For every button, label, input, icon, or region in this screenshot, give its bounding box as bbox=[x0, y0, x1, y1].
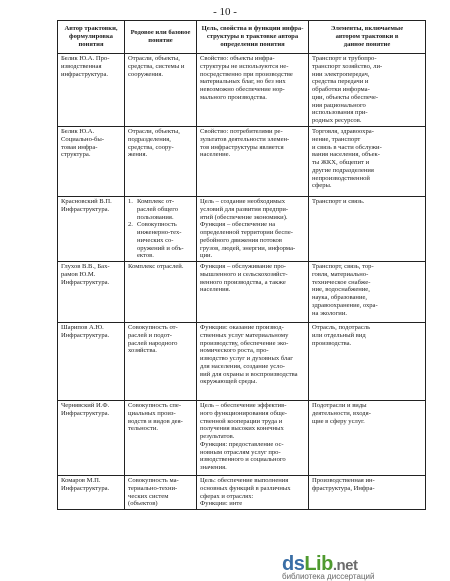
cell-purpose: Функции: оказание производ- ственных услуг материальному производству, обеспечение эко- номического роста, про- изводство услуг и духовных благ для населения, создание усло- вий для охраны и воспроизводства окружающей среды. bbox=[197, 323, 309, 401]
cell-author: Белик Ю.А. Про- изводственная инфраструктура. bbox=[58, 54, 125, 127]
cell-elements: Торговля, здравоохра- нение, транспорт и связь в части обслужи- вания населения, объек- ты ЖКХ, общепит и другие подразделения непроизводственной сферы. bbox=[309, 127, 426, 197]
base-list bbox=[128, 198, 193, 260]
list-item bbox=[128, 198, 193, 221]
cell-author: Комаров М.П. Инфраструктура. bbox=[58, 476, 125, 510]
dslib-logo: dsLib.net bbox=[282, 553, 358, 575]
dslib-subtitle: библиотека диссертаций bbox=[282, 572, 375, 581]
cell-base bbox=[125, 197, 197, 262]
list-item-number: 1. bbox=[128, 198, 133, 205]
cell-purpose: Цель: обеспечение выполнения основных функций в различных сферах и отраслях: Функции: инте bbox=[197, 476, 309, 510]
cell-author: Глухов В.В., Бах- рамов Ю.М. Инфраструктура. bbox=[58, 262, 125, 323]
cell-purpose: Свойство: объекты инфра- структуры не используются не- посредственно при производстве материальных благ, но без них невозможно обеспечение нор- мального производства. bbox=[197, 54, 309, 127]
dslib-watermark[interactable] bbox=[282, 553, 450, 581]
cell-elements: Отрасль, подотрасль или отдельный вид производства. bbox=[309, 323, 426, 401]
cell-purpose: Функция – обслуживание про- мышленного и сельскохозяйст- венного производства, а также населения. bbox=[197, 262, 309, 323]
cell-base: Комплекс отраслей. bbox=[125, 262, 197, 323]
header-elements: Элементы, включаемые автором трактовки в данное понятие bbox=[309, 21, 426, 54]
table-row bbox=[58, 476, 426, 510]
cell-base: Совокупность от- раслей и подот- раслей народного хозяйства. bbox=[125, 323, 197, 401]
cell-elements: Транспорт и связь. bbox=[309, 197, 426, 262]
cell-elements: Транспорт и трубопро- транспорт хозяйство, ли- нии электропередач, средства передачи и обработки информа- ции, объекты обеспече- ния рационального использования при- родных ресурсов. bbox=[309, 54, 426, 127]
cell-author: Белик Ю.А. Социально-бы- товая инфра- структура. bbox=[58, 127, 125, 197]
cell-elements: Транспорт, связь, тор- говля, материально- техническое снабже- ние, водоснабжение, наука, образование, здравоохранение, охра- на экологии. bbox=[309, 262, 426, 323]
header-base: Родовое или базовое понятие bbox=[125, 21, 197, 54]
list-item-text: Комплекс от- раслей общего пользования. bbox=[137, 198, 179, 221]
cell-base: Совокупность спе- циальных произ- водств и видов дея- тельности. bbox=[125, 401, 197, 476]
definitions-table bbox=[57, 20, 426, 510]
cell-purpose: Цель – обеспечение эффектив- ного функционирования обще- ственной кооперации труда и получения высоких конечных результатов. Функция: предоставление ос- новным отраслям услуг про- изводственного и социального значения. bbox=[197, 401, 309, 476]
table-row bbox=[58, 401, 426, 476]
cell-elements: Подотрасли и виды деятельности, входя- щие в сферу услуг. bbox=[309, 401, 426, 476]
table-row bbox=[58, 127, 426, 197]
cell-base: Отрасли, объекты, подразделения, средства, соору- жения. bbox=[125, 127, 197, 197]
table-row bbox=[58, 262, 426, 323]
list-item-number: 2. bbox=[128, 221, 133, 229]
table-row bbox=[58, 54, 426, 127]
table-header-row bbox=[58, 21, 426, 54]
cell-author: Чернявский И.Ф. Инфраструктура. bbox=[58, 401, 125, 476]
list-item bbox=[128, 221, 193, 260]
cell-purpose: Цель – создание необходимых условий для развития предпри- ятий (обеспечение экономики). Функция – обеспечение на определенной территории беспе- ребойного движения потоков грузов, людей, энергии, информа- ции. bbox=[197, 197, 309, 262]
header-purpose: Цель, свойства и функции инфра- структуры в трактовке автора определения понятия bbox=[197, 21, 309, 54]
table-row bbox=[58, 323, 426, 401]
cell-elements: Производственная ин- фраструктура, Инфра- bbox=[309, 476, 426, 510]
cell-author: Красновский В.П. Инфраструктура. bbox=[58, 197, 125, 262]
cell-author: Шарипов А.Ю. Инфраструктура. bbox=[58, 323, 125, 401]
page-number: - 10 - bbox=[213, 6, 237, 18]
header-author: Автор трактовки, формулировка понятия bbox=[58, 21, 125, 54]
table-row bbox=[58, 197, 426, 262]
cell-base: Отрасли, объекты, средства, системы и сооружения. bbox=[125, 54, 197, 127]
cell-base: Совокупность ма- териально-техни- ческих систем (объектов) bbox=[125, 476, 197, 510]
list-item-text: Совокупность инженерно-тех- нических со- оружений и объ- ектов. bbox=[137, 221, 184, 260]
cell-purpose: Свойство: потребителями ре- зультатов деятельности элемен- тов инфраструктуры является население. bbox=[197, 127, 309, 197]
